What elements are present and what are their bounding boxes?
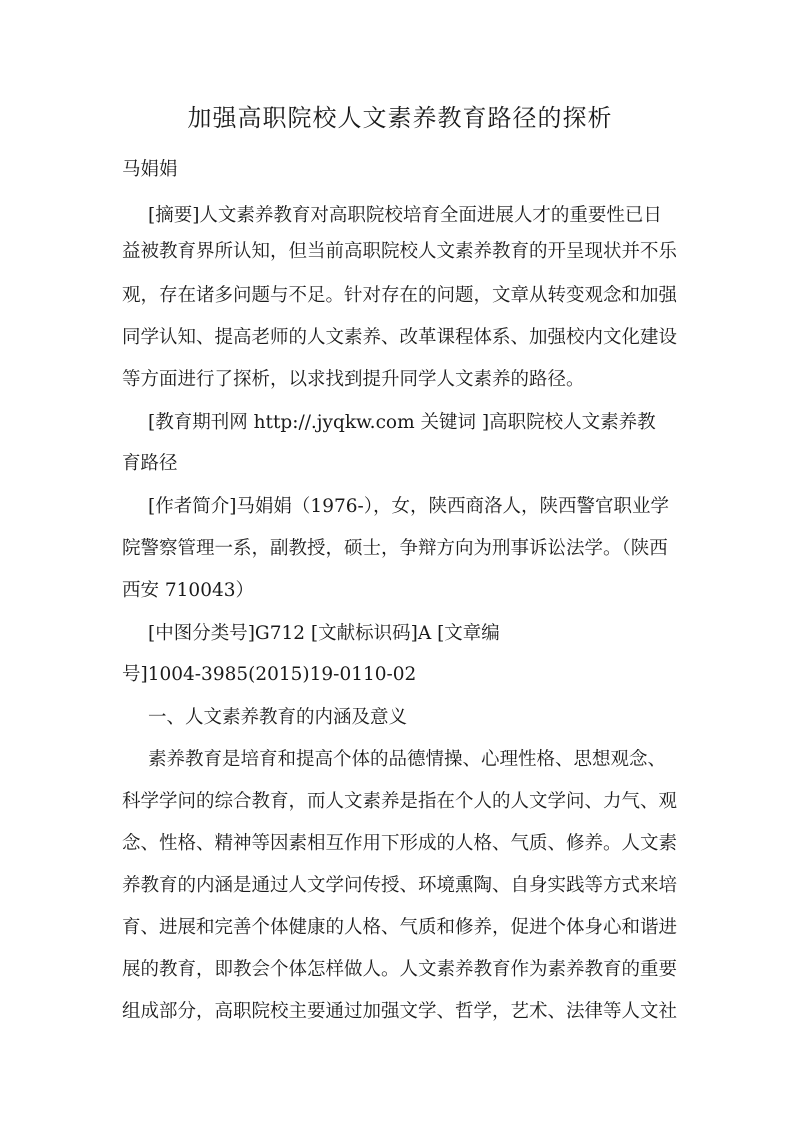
body-line: 展的教育，即教会个体怎样做人。人文素养教育作为素养教育的重要 <box>122 959 678 980</box>
author-intro-line: [作者简介]马娟娟（1976-），女，陕西商洛人，陕西警官职业学 <box>148 496 670 517</box>
body-line: 养教育的内涵是通过人文学问传授、环境熏陶、自身实践等方式来培 <box>122 875 678 896</box>
author-intro-line: 西安 710043） <box>122 580 255 601</box>
abstract-line: 益被教育界所认知，但当前高职院校人文素养教育的开呈现状并不乐 <box>122 241 678 262</box>
section-heading: 一、人文素养教育的内涵及意义 <box>148 707 408 728</box>
document-title: 加强高职院校人文素养教育路径的探析 <box>187 104 613 132</box>
body-line: 组成部分，高职院校主要通过加强文学、哲学，艺术、法律等人文社 <box>122 1001 678 1022</box>
abstract-line: 同学认知、提高老师的人文素养、改革课程体系、加强校内文化建设 <box>122 327 678 348</box>
abstract-line: [摘要]人文素养教育对高职院校培育全面进展人才的重要性已日 <box>148 205 662 226</box>
abstract-line: 观，存在诸多问题与不足。针对存在的问题，文章从转变观念和加强 <box>122 285 678 306</box>
abstract-line: 等方面进行了探析，以求找到提升同学人文素养的路径。 <box>122 369 585 390</box>
body-line: 素养教育是培育和提高个体的品德情操、心理性格、思想观念、 <box>148 749 667 770</box>
body-line: 科学学问的综合教育，而人文素养是指在个人的人文学问、力气、观 <box>122 791 678 812</box>
keywords-line: [教育期刊网 http://.jyqkw.com 关键词 ]高职院校人文素养教 <box>148 412 656 433</box>
keywords-line: 育路径 <box>122 453 178 474</box>
body-line: 念、性格、精神等因素相互作用下形成的人格、气质、修养。人文素 <box>122 833 678 854</box>
classification-line: [中图分类号]G712 [文献标识码]A [文章编 <box>148 623 500 644</box>
classification-line: 号]1004-3985(2015)19-0110-02 <box>122 664 417 685</box>
author-intro-line: 院警察管理一系，副教授，硕士，争辩方向为刑事诉讼法学。（陕西 <box>122 538 668 559</box>
author-name: 马娟娟 <box>122 159 178 180</box>
body-line: 育、进展和完善个体健康的人格、气质和修养，促进个体身心和谐进 <box>122 917 678 938</box>
